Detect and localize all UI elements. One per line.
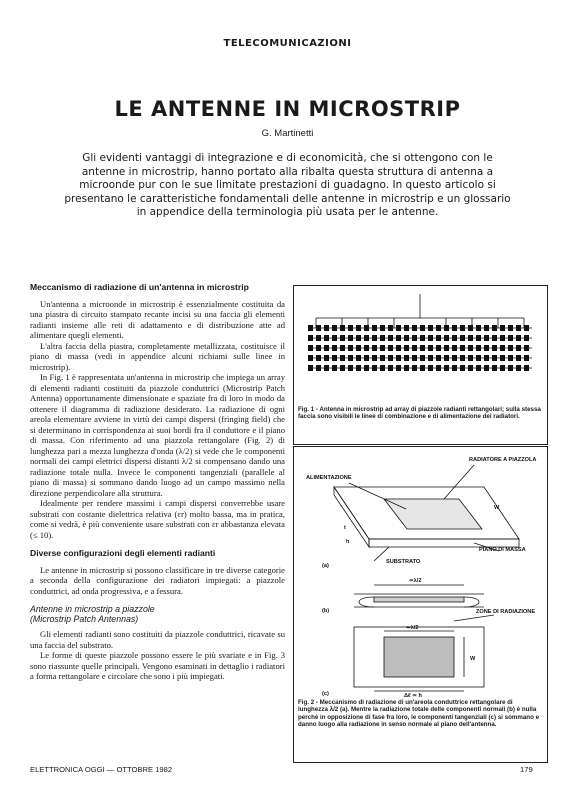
patch-element (436, 335, 441, 341)
patch-element (484, 365, 489, 371)
patch-element (428, 365, 433, 371)
patch-element (436, 365, 441, 371)
label-radiatore: RADIATORE A PIAZZOLA (469, 457, 537, 463)
patch-element (324, 325, 329, 331)
patch-element (316, 355, 321, 361)
patch-element (372, 335, 377, 341)
patch-element (428, 335, 433, 341)
patch-element (356, 325, 361, 331)
section-tag: TELECOMUNICAZIONI (223, 38, 352, 49)
patch-element (468, 325, 473, 331)
patch-element (524, 325, 529, 331)
patch-element (348, 325, 353, 331)
patch-element (428, 345, 433, 351)
page-number: 179 (520, 765, 533, 774)
patch-element (404, 325, 409, 331)
patch-element (452, 335, 457, 341)
patch-element (348, 365, 353, 371)
patch-element (492, 335, 497, 341)
patch-element (516, 325, 521, 331)
patch-element (492, 355, 497, 361)
patch-element (468, 335, 473, 341)
patch-element (340, 365, 345, 371)
paragraph: Un'antenna a microonde in microstrip è essenzialmente costituita da una piastra di circuito stampato recante incisi su una faccia gli elementi radianti insieme alle reti di adattamento e di distribuzione atte ad alimentare quegli elementi. (30, 298, 285, 340)
patch-element (372, 355, 377, 361)
patch-element (380, 355, 385, 361)
patch-element (364, 325, 369, 331)
patch-element (444, 335, 449, 341)
patch-element (348, 335, 353, 341)
patch-element (420, 325, 425, 331)
patch-element (412, 325, 417, 331)
author: G. Martinetti (261, 128, 314, 139)
patch-element (492, 345, 497, 351)
patch-element (484, 355, 489, 361)
patch-element (492, 325, 497, 331)
patch-element (332, 355, 337, 361)
patch-element (332, 345, 337, 351)
patch-element (308, 335, 313, 341)
patch-element (348, 355, 353, 361)
label-b: (b) (322, 608, 330, 614)
article-title: LE ANTENNE IN MICROSTRIP (114, 97, 461, 121)
label-piano-massa: PIANO DI MASSA (479, 547, 526, 553)
patch-element (324, 335, 329, 341)
patch-element (356, 355, 361, 361)
patch-element (500, 365, 505, 371)
patch-element (308, 355, 313, 361)
patch-element (316, 345, 321, 351)
patch-element (396, 325, 401, 331)
paragraph: Idealmente per rendere massimi i campi dispersi converrebbe usare substrati con costante dielettrica relativa (εr) molto bassa, ma in pratica, come si vedrà, è più conveniente usare substrati con εr abbastanza elevata (≤ 10). (30, 498, 285, 540)
patch-element (516, 345, 521, 351)
patch-element (308, 325, 313, 331)
patch-element (412, 335, 417, 341)
subsection-heading-line1: Antenne in microstrip a piazzole (30, 604, 155, 614)
label-half-lambda-top: ≃λ/2 (406, 625, 419, 631)
patch-element (524, 345, 529, 351)
label-a: (a) (322, 563, 329, 569)
patch-element (420, 365, 425, 371)
patch-element (436, 325, 441, 331)
patch-element (412, 345, 417, 351)
subsection-heading (30, 604, 285, 624)
patch-element (420, 345, 425, 351)
abstract: Gli evidenti vantaggi di integrazione e di economicità, che si ottengono con le antenne in microstrip, hanno portato alla ribalta questa struttura di antenna a microonde pur con le sue limitate prestazioni di guadagno. In questo articolo si presentano le caratteristiche fondamentali delle antenne in microstrip e un glossario in appendice della terminologia più usata per le antenne. (64, 152, 511, 219)
patch-element (508, 355, 513, 361)
paragraph: Le forme di queste piazzole possono essere le più svariate e in Fig. 3 sono riassunte quelle principali. Vengono esaminati in dettaglio i radiatori a forma rettangolare e circolare che sono i più impiegati. (30, 650, 285, 681)
label-w: W (494, 505, 500, 511)
patch-element (340, 355, 345, 361)
patch-element (524, 355, 529, 361)
patch-element (388, 335, 393, 341)
patch-element (516, 355, 521, 361)
patch-element (340, 325, 345, 331)
patch-element (508, 335, 513, 341)
patch-element (332, 325, 337, 331)
patch-element (316, 335, 321, 341)
patch-element (436, 345, 441, 351)
figure-1-caption: Fig. 1 - Antenna in microstrip ad array di piazzole radianti rettangolari; sulla stessa faccia sono visibili le linee di combinazione e di alimentazione dei radiatori. (298, 406, 541, 421)
figure-2-caption: Fig. 2 - Meccanismo di radiazione di un'areola conduttrice rettangolare di lunghezza λ/2 (a). Mentre la radiazione totale delle componenti normali (b) è nulla perchè in opposizione di fase fra loro, le componenti tangenziali (c) si sommano e danno luogo alla radiazione in senso normale al piano dell'antenna. (298, 699, 540, 729)
patch-element (356, 365, 361, 371)
patch-element (500, 345, 505, 351)
patch-element (380, 365, 385, 371)
label-delta: Δℓ ≃ h (404, 693, 422, 697)
patch-element (476, 365, 481, 371)
patch-element (396, 355, 401, 361)
label-substrato: SUBSTRATO (386, 559, 421, 565)
patch-element (476, 335, 481, 341)
patch-element (372, 345, 377, 351)
paragraph: L'altra faccia della piastra, completamente metallizzata, costituisce il piano di massa (vedi in appendice alcuni richiami sulle linee in microstrip). (30, 340, 285, 372)
patch-element (316, 325, 321, 331)
patch-element (468, 365, 473, 371)
patch-element (404, 355, 409, 361)
patch-element (396, 345, 401, 351)
patch-element (524, 365, 529, 371)
patch-element (380, 345, 385, 351)
patch-element (444, 345, 449, 351)
patch-element (476, 345, 481, 351)
patch-element (468, 345, 473, 351)
patch-element (460, 365, 465, 371)
patch-element (356, 335, 361, 341)
antenna-array-drawing (294, 286, 547, 404)
footer-journal: ELETTRONICA OGGI — OTTOBRE 1982 (30, 765, 173, 774)
patch-element (484, 345, 489, 351)
patch-element (452, 345, 457, 351)
patch-element (364, 345, 369, 351)
paragraph: In Fig. 1 è rappresentata un'antenna in microstrip che impiega un array di elementi radianti costituiti da piazzole conduttrici (Microstrip Patch Antenna) opportunamente dimensionate e spaziate fra di loro in modo da ottenere il diagramma di radiazione desiderato. La radiazione di ogni areola elementare avviene in virtù dei campi dispersi (fringing field) che si determinano in corrispondenza ai suoi bordi fra il conduttore e il piano di massa. Con riferimento ad una piazzola rettangolare (Fig. 2) di lunghezza pari a mezza lunghezza d'onda (λ/2) si vede che le componenti normali dei campi elettrici dispersi distanti λ/2 si compensano dando una radiazione totale nulla. Invece le componenti tangenziali (parallele al piano di massa) si sommano dando luogo ad un campo massimo nella direzione perpendicolare alla struttura. (30, 372, 285, 498)
patch-element (388, 345, 393, 351)
patch-element (396, 365, 401, 371)
patch-element (364, 335, 369, 341)
patch-element (460, 345, 465, 351)
patch-element (348, 345, 353, 351)
patch-element (324, 345, 329, 351)
patch-element (364, 355, 369, 361)
patch-element (508, 325, 513, 331)
patch-element (476, 325, 481, 331)
patch-element (484, 335, 489, 341)
patch-element (468, 355, 473, 361)
patch-element (444, 365, 449, 371)
patch-element (396, 335, 401, 341)
patch-element (412, 365, 417, 371)
patch-element (508, 345, 513, 351)
patch-element (452, 355, 457, 361)
figure-2 (293, 446, 548, 763)
patch-element (452, 365, 457, 371)
patch-element (428, 325, 433, 331)
patch-element (380, 325, 385, 331)
radiation-mechanism-drawing (294, 447, 547, 697)
paragraph: Le antenne in microstrip si possono classificare in tre diverse categorie a seconda della configurazione dei radiatori impiegati: a piazzole conduttrici, ad onda progressiva, e a fessura. (30, 564, 285, 596)
patch-element (524, 335, 529, 341)
patch-element (516, 365, 521, 371)
patch-element (380, 335, 385, 341)
patch-element (404, 345, 409, 351)
patch-element (316, 365, 321, 371)
patch-element (404, 365, 409, 371)
patch-element (476, 355, 481, 361)
patch-element (420, 335, 425, 341)
label-alimentazione: ALIMENTAZIONE (306, 475, 352, 481)
patch-element (372, 325, 377, 331)
patch-element (436, 355, 441, 361)
patch-element (460, 355, 465, 361)
section-heading-configurations: Diverse configurazioni degli elementi radianti (30, 548, 216, 558)
label-t: t (344, 525, 346, 531)
paragraph: Gli elementi radianti sono costituiti da piazzole conduttrici, ricavate su una faccia del substrato. (30, 629, 285, 650)
subsection-heading-line2: (Microstrip Patch Antennas) (30, 614, 139, 624)
label-zone-radiazione: ZONE DI RADIAZIONE (476, 609, 536, 615)
patch-element (444, 325, 449, 331)
patch-element (332, 365, 337, 371)
patch-element (428, 355, 433, 361)
patch-element (508, 365, 513, 371)
patch-element (420, 355, 425, 361)
patch-element (332, 335, 337, 341)
patch-element (356, 345, 361, 351)
patch-element (412, 355, 417, 361)
patch-element (484, 325, 489, 331)
patch-element (388, 325, 393, 331)
patch-element (372, 365, 377, 371)
patch-element (388, 355, 393, 361)
label-h: h (346, 539, 350, 545)
patch-element (492, 365, 497, 371)
patch-element (460, 335, 465, 341)
patch-element (308, 365, 313, 371)
patch-element (404, 335, 409, 341)
patch-element (364, 365, 369, 371)
patch-element (500, 335, 505, 341)
patch-element (324, 365, 329, 371)
patch-element (500, 325, 505, 331)
patch-element (444, 355, 449, 361)
label-w-top: W (470, 656, 476, 662)
patch-element (388, 365, 393, 371)
patch-element (500, 355, 505, 361)
patch-element (308, 345, 313, 351)
patch-element (340, 345, 345, 351)
figure-1 (293, 285, 548, 445)
patch-element (516, 335, 521, 341)
body-column (30, 282, 285, 682)
patch-element (452, 325, 457, 331)
label-half-lambda: ≃λ/2 (409, 578, 422, 584)
section-heading-radiation: Meccanismo di radiazione di un'antenna in microstrip (30, 282, 249, 292)
patch-element (340, 335, 345, 341)
label-c: (c) (322, 691, 329, 697)
patch-element (324, 355, 329, 361)
patch-element (460, 325, 465, 331)
